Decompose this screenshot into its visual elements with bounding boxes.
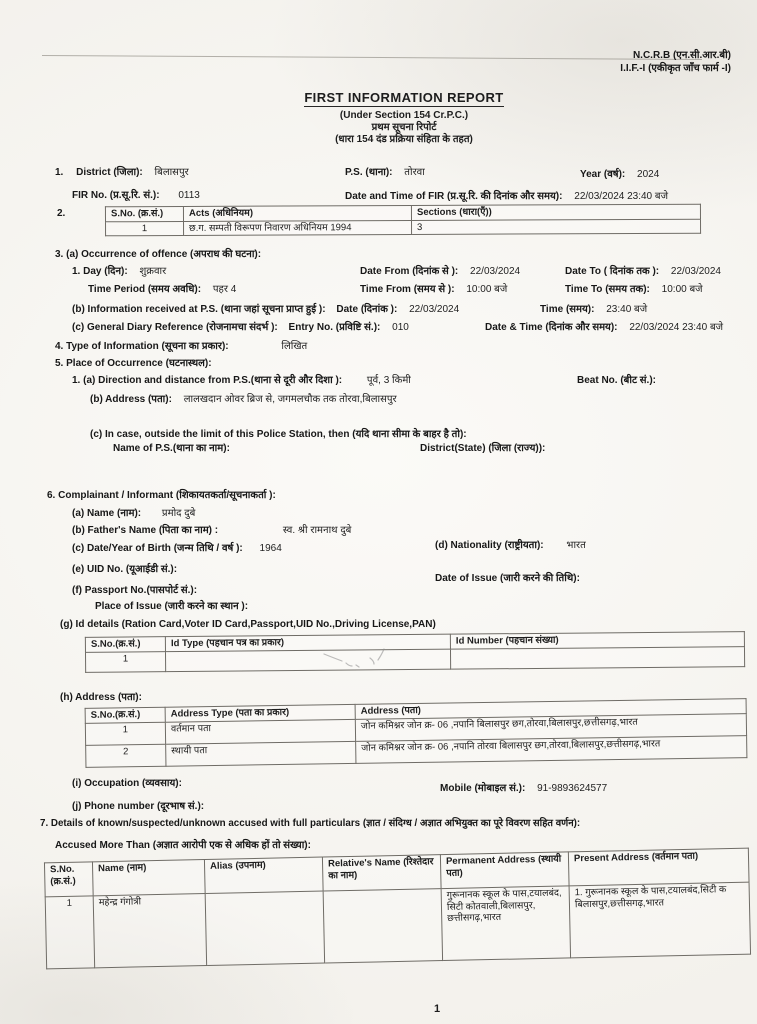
acts-table-header-sno: S.No. (क्र.सं.)	[105, 206, 183, 221]
complainant-name-value: प्रमोद दुबे	[161, 508, 196, 519]
info-received-date-value: 22/03/2024	[409, 304, 460, 315]
acts-table-header-acts: Acts (अधिनियम)	[183, 205, 411, 220]
passport-no-label: (f) Passport No.(पासपोर्ट सं.):	[72, 585, 198, 596]
acts-row-act: छ.ग. सम्पती विरूपण निवारण अधिनियम 1994	[184, 220, 412, 235]
acts-table-header-sections: Sections (धारा(एँ))	[411, 204, 700, 220]
section5-heading: 5. Place of Occurrence (घटनास्थल):	[55, 358, 212, 369]
father-name-value: स्व. श्री रामनाथ दुबे	[282, 525, 352, 536]
addr-row2-sno: 2	[86, 744, 166, 767]
addr-row2-address: जोन कमिश्नर जोन क्र- 06 ,नपानि तोरवा बिलासपुर छग,तोरवा,बिलासपुर,छत्तीसगढ़,भारत	[356, 735, 747, 763]
accused-row-relative	[323, 889, 442, 963]
accused-row-sno: 1	[45, 896, 94, 969]
info-received-date-label: Date (दिनांक ):	[336, 304, 398, 315]
accused-row-alias	[205, 891, 324, 965]
accused-header-sno: S.No. (क्र.सं.)	[44, 862, 93, 897]
date-to-value: 22/03/2024	[670, 266, 721, 277]
acts-row-section: 3	[411, 219, 700, 235]
day-value: शुक्रवार	[139, 266, 167, 277]
type-of-information-label: 4. Type of Information (सूचना का प्रकार):	[55, 341, 229, 352]
occurrence-address-value: लालखदान ओवर ब्रिज से, जगमलचौक तक तोरवा,बिलासपुर	[183, 394, 397, 405]
id-row-sno: 1	[85, 651, 165, 672]
info-received-time-value: 23:40 बजे	[606, 304, 648, 315]
date-of-issue-label: Date of Issue (जारी करने की तिथि):	[435, 573, 580, 584]
district-value: बिलासपुर	[154, 167, 189, 178]
year-value: 2024	[637, 169, 660, 180]
date-from-label: Date From (दिनांक से ):	[360, 266, 459, 277]
uid-no-label: (e) UID No. (यूआईडी सं.):	[72, 564, 178, 575]
year-label: Year (वर्ष):	[580, 169, 626, 180]
accused-header-name: Name (नाम)	[92, 860, 205, 896]
complainant-address-table	[85, 698, 748, 767]
section1-number: 1.	[55, 167, 64, 178]
ps-value: तोरवा	[404, 167, 425, 178]
fir-no-value: 0113	[178, 190, 200, 201]
ps-label: P.S. (थाना):	[345, 167, 393, 178]
info-received-label: (b) Information received at P.S. (थाना जहां सूचना प्राप्त हुई ):	[72, 304, 326, 315]
occupation-label: (i) Occupation (व्यवसाय):	[72, 778, 182, 789]
section7-heading: 7. Details of known/suspected/unknown accused with full particulars (ज्ञात / संदिग्ध / अज्ञात अभियुक्त का पूरे विवरण सहित वर्णन):	[40, 818, 581, 829]
accused-row-present-address: 1. गुरूनानक स्कूल के पास,टयालबंद,सिटी क बिलासपुर,छत्तीसगढ़,भारत	[569, 882, 750, 958]
direction-distance-value: पूर्व, 3 किमी	[366, 375, 411, 386]
date-from-value: 22/03/2024	[470, 266, 521, 277]
info-received-time-label: Time (समय):	[540, 304, 595, 315]
outside-limit-label: (c) In case, outside the limit of this Police Station, then (यदि थाना सीमा के बाहर है तो):	[90, 429, 467, 440]
outside-ps-name-label: Name of P.S.(थाना का नाम):	[113, 443, 230, 454]
id-table-header-sno: S.No.(क्र.सं.)	[85, 637, 165, 652]
accused-details-table	[44, 848, 751, 970]
page-number: 1	[434, 1003, 441, 1015]
header-ncrb: N.C.R.B (एन.सी.आर.बी)	[632, 50, 731, 61]
title-subtitle-3: (धारा 154 दंड प्रक्रिया संहिता के तहत)	[335, 134, 473, 145]
accused-header-permanent-address: Permanent Address (स्थायी पता)	[440, 852, 569, 889]
time-period-label: Time Period (समय अवधि):	[88, 284, 202, 295]
beat-no-label: Beat No. (बीट सं.):	[577, 375, 656, 386]
id-table-header-type: Id Type (पहचान पत्र का प्रकार)	[165, 634, 450, 651]
gd-reference-label: (c) General Diary Reference (रोजनामचा संदर्भ ):	[72, 322, 278, 333]
phone-number-label: (j) Phone number (दूरभाष सं.):	[72, 801, 205, 812]
addr-table-header-type: Address Type (पता का प्रकार)	[165, 704, 355, 721]
accused-row-name: महेन्द्र गंगोत्री	[93, 894, 206, 968]
date-to-label: Date To ( दिनांक तक ):	[565, 266, 660, 277]
section2-number: 2.	[57, 208, 66, 219]
accused-more-than-label: Accused More Than (अज्ञात आरोपी एक से अधिक हों तो संख्या):	[55, 840, 311, 851]
acts-sections-table	[105, 204, 701, 237]
id-details-table	[85, 631, 745, 672]
accused-row-permanent-address: गुरूनानक स्कूल के पास,टयालबंद, सिटी कोतवाली,बिलासपुर, छत्तीसगढ़,भारत	[441, 886, 570, 961]
time-to-value: 10:00 बजे	[661, 284, 703, 295]
time-from-label: Time From (समय से ):	[360, 284, 455, 295]
address-heading: (h) Address (पता):	[60, 692, 142, 703]
table-row	[45, 882, 750, 969]
addr-table-header-sno: S.No.(क्र.सं.)	[85, 707, 165, 723]
acts-row-sno: 1	[106, 221, 184, 236]
type-of-information-value: लिखित	[281, 341, 308, 352]
father-name-label: (b) Father's Name (पिता का नाम) :	[72, 525, 219, 536]
mobile-value: 91-9893624577	[537, 783, 608, 794]
fir-no-label: FIR No. (प्र.सू.रि. सं.):	[72, 190, 160, 201]
district-label: District (जिला):	[76, 167, 143, 178]
day-label: 1. Day (दिन):	[72, 266, 128, 277]
fir-datetime-label: Date and Time of FIR (प्र.सू.रि. की दिनांक और समय):	[345, 191, 563, 202]
time-period-value: पहर 4	[212, 284, 237, 295]
id-details-heading: (g) Id details (Ration Card,Voter ID Card,Passport,UID No.,Driving License,PAN)	[60, 619, 436, 630]
place-of-issue-label: Place of Issue (जारी करने का स्थान ):	[95, 601, 249, 612]
gd-datetime-label: Date & Time (दिनांक और समय):	[485, 322, 618, 333]
title-subtitle-1: (Under Section 154 Cr.P.C.)	[339, 110, 469, 121]
dob-label: (c) Date/Year of Birth (जन्म तिथि / वर्ष ):	[72, 543, 243, 554]
nationality-label: (d) Nationality (राष्ट्रीयता):	[435, 540, 544, 551]
mobile-label: Mobile (मोबाइल सं.):	[440, 783, 526, 794]
nationality-value: भारत	[566, 540, 586, 551]
section3-heading: 3. (a) Occurrence of offence (अपराध की घटना):	[55, 249, 262, 260]
id-row-number	[450, 646, 744, 669]
addr-row1-address: जोन कमिश्नर जोन क्र- 06 ,नपानि बिलासपुर छग,तोरवा,बिलासपुर,छत्तीसगढ़,भारत	[355, 713, 746, 741]
section6-heading: 6. Complainant / Informant (शिकायतकर्ता/सूचनाकर्ता ):	[47, 490, 276, 501]
id-table-header-number: Id Number (पहचान संख्या)	[450, 632, 744, 649]
gd-entry-label: Entry No. (प्रविष्टि सं.):	[288, 322, 381, 333]
addr-row2-type: स्थायी पता	[166, 741, 356, 766]
header-iif: I.I.F.-I (एकीकृत जाँच फार्म -I)	[620, 63, 731, 74]
table-row	[106, 219, 701, 236]
accused-header-relative: Relative's Name (रिश्तेदार का नाम)	[322, 855, 441, 891]
gd-datetime-value: 22/03/2024 23:40 बजे	[629, 322, 724, 333]
addr-table-header-address: Address (पता)	[355, 699, 746, 719]
time-to-label: Time To (समय तक):	[565, 284, 650, 295]
direction-distance-label: 1. (a) Direction and distance from P.S.(थाना से दूरी और दिशा ):	[72, 375, 343, 386]
accused-header-present-address: Present Address (वर्तमान पता)	[568, 848, 749, 886]
top-scan-line	[42, 55, 702, 60]
time-from-value: 10:00 बजे	[466, 284, 508, 295]
fir-datetime-value: 22/03/2024 23:40 बजे	[574, 191, 669, 202]
title-subtitle-2: प्रथम सूचना रिपोर्ट	[371, 122, 437, 133]
addr-row1-sno: 1	[85, 722, 165, 745]
gd-entry-value: 010	[392, 322, 409, 333]
document-title: FIRST INFORMATION REPORT	[304, 90, 504, 105]
outside-district-label: District(State) (जिला (राज्य)):	[420, 443, 546, 454]
complainant-name-label: (a) Name (नाम):	[72, 508, 142, 519]
handwritten-mark	[320, 644, 410, 672]
dob-value: 1964	[259, 543, 282, 554]
accused-header-alias: Alias (उपनाम)	[204, 857, 323, 893]
occurrence-address-label: (b) Address (पता):	[90, 394, 172, 405]
addr-row1-type: वर्तमान पता	[165, 719, 355, 744]
